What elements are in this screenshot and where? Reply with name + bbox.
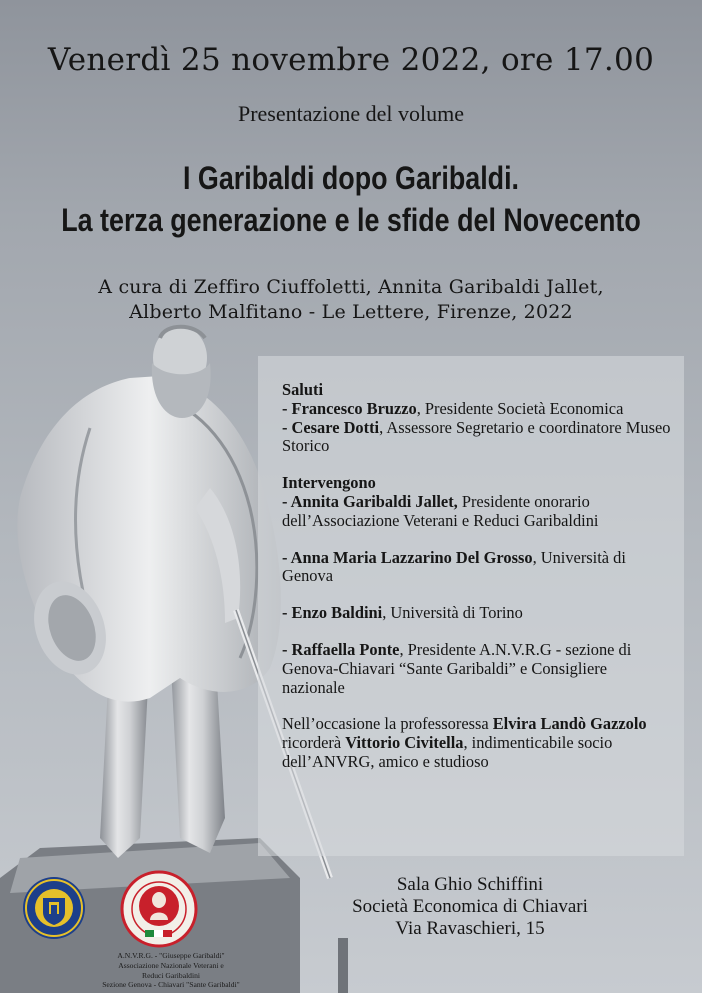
closing-note: Nell’occasione la professoressa Elvira Landò Gazzolo ricorderà Vittorio Civitella, indimenticabile socio dell’ANVRG, amico e studioso (282, 714, 647, 771)
credits-line-2: Associazione Nazionale Veterani e (118, 960, 224, 970)
credits-line-1: A.N.V.R.G. - "Giuseppe Garibaldi" (117, 951, 225, 960)
book-title-line-2: La terza generazione e le sfide del Novecento (61, 202, 641, 238)
venue (330, 874, 610, 940)
saluti-item: - Francesco Bruzzo, Presidente Società Economica (282, 398, 624, 418)
venue-line-1: Sala Ghio Schiffini (396, 874, 544, 895)
book-title (56, 157, 646, 241)
event-subtitle: Presentazione del volume (237, 101, 465, 126)
anvrg-seal-icon (120, 870, 198, 948)
speaker-item: - Enzo Baldini, Università di Torino (282, 603, 523, 623)
credits-line-4: Sezione Genova - Chiavari "Sante Garibaldi" (102, 980, 240, 990)
speaker-item: - Raffaella Ponte, Presidente A.N.V.R.G - sezione di Genova-Chiavari “Sante Garibaldi” e Consigliere nazionale (282, 639, 632, 697)
speaker-item: - Annita Garibaldi Jallet, Presidente onorario dell’Associazione Veterani e Reduci Garibaldini (282, 491, 599, 530)
speaker-item: - Anna Maria Lazzarino Del Grosso, Università di Genova (282, 547, 626, 586)
saluti-heading: Saluti (282, 380, 323, 399)
venue-line-2: Società Economica di Chiavari (352, 896, 588, 917)
event-date: Venerdì 25 novembre 2022, ore 17.00 (47, 42, 655, 78)
venue-line-3: Via Ravaschieri, 15 (395, 918, 545, 939)
credits-line-3: Reduci Garibaldini (142, 970, 200, 980)
book-editors-line-1: A cura di Zeffiro Ciuffoletti, Annita Garibaldi Jallet, (98, 276, 604, 298)
intervengono-heading: Intervengono (282, 473, 376, 493)
saluti-item: - Cesare Dotti, Assessore Segretario e coordinatore Museo Storico (282, 417, 671, 456)
societa-economica-seal-icon (22, 876, 86, 940)
book-title-line-1: I Garibaldi dopo Garibaldi. (182, 160, 520, 196)
program (282, 381, 672, 772)
book-editors-line-2: Alberto Malfitano - Le Lettere, Firenze, 2022 (129, 301, 573, 323)
anvrg-credits (66, 951, 276, 990)
